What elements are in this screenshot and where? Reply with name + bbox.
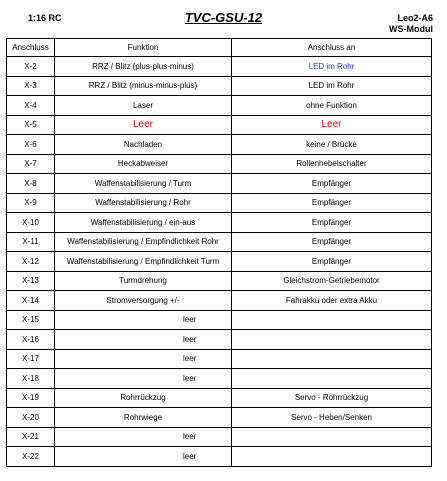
table-row — [7, 232, 432, 252]
cell-anschluss-an: keine / Brücke — [232, 135, 432, 155]
cell-anschluss-an — [232, 427, 432, 447]
cell-anschluss: X-16 — [7, 330, 55, 350]
scale-label: 1:16 RC — [28, 13, 62, 23]
cell-funktion: Turmdrehung — [55, 271, 232, 291]
column-header-anschluss: Anschluss — [7, 39, 55, 57]
cell-anschluss: X-13 — [7, 271, 55, 291]
cell-anschluss-an: Leer — [232, 115, 432, 135]
table-row — [7, 76, 432, 96]
cell-anschluss-an — [232, 447, 432, 467]
cell-funktion: Heckabweiser — [55, 154, 232, 174]
table-row — [7, 96, 432, 116]
cell-anschluss: X-5 — [7, 115, 55, 135]
cell-anschluss: X-20 — [7, 408, 55, 428]
table-row — [7, 369, 432, 389]
cell-funktion: Waffenstabilisierung / Rohr — [55, 193, 232, 213]
connection-table — [6, 38, 432, 467]
table-row — [7, 57, 432, 77]
cell-anschluss: X-7 — [7, 154, 55, 174]
column-header-funktion: Funktion — [55, 39, 232, 57]
table-row — [7, 388, 432, 408]
cell-anschluss: X-18 — [7, 369, 55, 389]
cell-funktion: leer — [55, 349, 232, 369]
cell-anschluss: X-6 — [7, 135, 55, 155]
table-header-row — [7, 39, 432, 57]
cell-funktion: RRZ / Blitz (minus-minus-plus) — [55, 76, 232, 96]
cell-anschluss-an — [232, 369, 432, 389]
cell-anschluss-an — [232, 349, 432, 369]
cell-funktion: Rohrwiege — [55, 408, 232, 428]
cell-funktion: Waffenstabilisierung / Empfindlichkeit Rohr — [55, 232, 232, 252]
cell-anschluss-an: Servo - Heben/Senken — [232, 408, 432, 428]
cell-funktion: Waffenstabilisierung / Turm — [55, 174, 232, 194]
cell-anschluss-an: Empfänger — [232, 193, 432, 213]
cell-funktion: Waffenstabilisierung / Empfindlichkeit Turm — [55, 252, 232, 272]
cell-funktion: leer — [55, 447, 232, 467]
table-row — [7, 330, 432, 350]
cell-anschluss: X-12 — [7, 252, 55, 272]
cell-anschluss: X-15 — [7, 310, 55, 330]
cell-funktion: RRZ / Blitz (plus-plus-minus) — [55, 57, 232, 77]
table-row — [7, 427, 432, 447]
cell-funktion: leer — [55, 310, 232, 330]
table-row — [7, 447, 432, 467]
cell-anschluss-an: Servo - Rohrrückzug — [232, 388, 432, 408]
table-row — [7, 310, 432, 330]
cell-anschluss: X-17 — [7, 349, 55, 369]
cell-funktion: Waffenstabilisierung / ein-aus — [55, 213, 232, 233]
cell-anschluss: X-11 — [7, 232, 55, 252]
document-title: TVC-GSU-12 — [184, 10, 263, 25]
column-header-anschluss-an: Anschluss an — [232, 39, 432, 57]
table-row — [7, 213, 432, 233]
cell-funktion: Leer — [55, 115, 232, 135]
cell-anschluss-an: Empfänger — [232, 232, 432, 252]
model-label: Leo2-A6 — [397, 13, 433, 23]
cell-funktion: Nachladen — [55, 135, 232, 155]
cell-anschluss-an: Empfänger — [232, 213, 432, 233]
cell-anschluss: X-2 — [7, 57, 55, 77]
table-row — [7, 115, 432, 135]
cell-anschluss: X-10 — [7, 213, 55, 233]
cell-anschluss-an: Rollenhebelschalter — [232, 154, 432, 174]
cell-anschluss: X-19 — [7, 388, 55, 408]
cell-anschluss-an: Empfänger — [232, 174, 432, 194]
cell-anschluss-an: Empfänger — [232, 252, 432, 272]
cell-anschluss-an: Fahrakku oder extra Akku — [232, 291, 432, 311]
table-row — [7, 291, 432, 311]
cell-anschluss: X-8 — [7, 174, 55, 194]
table-row — [7, 349, 432, 369]
cell-anschluss-an — [232, 330, 432, 350]
cell-funktion: leer — [55, 427, 232, 447]
cell-funktion: Stromversorgung +/- — [55, 291, 232, 311]
cell-anschluss: X-21 — [7, 427, 55, 447]
cell-anschluss-an: ohne Funktion — [232, 96, 432, 116]
cell-anschluss: X-4 — [7, 96, 55, 116]
cell-anschluss: X-3 — [7, 76, 55, 96]
cell-anschluss: X-22 — [7, 447, 55, 467]
cell-anschluss: X-14 — [7, 291, 55, 311]
cell-funktion: leer — [55, 369, 232, 389]
table-row — [7, 174, 432, 194]
cell-funktion: leer — [55, 330, 232, 350]
cell-anschluss: X-9 — [7, 193, 55, 213]
cell-anschluss-an: Gleichstrom-Getriebemotor — [232, 271, 432, 291]
table-row — [7, 154, 432, 174]
cell-anschluss-an: LED im Rohr — [232, 57, 432, 77]
cell-funktion: Rohrrückzug — [55, 388, 232, 408]
cell-anschluss-an: LED im Rohr — [232, 76, 432, 96]
cell-anschluss-an — [232, 310, 432, 330]
table-row — [7, 271, 432, 291]
cell-funktion: Laser — [55, 96, 232, 116]
table-row — [7, 408, 432, 428]
model-info — [389, 13, 433, 35]
table-row — [7, 252, 432, 272]
table-row — [7, 193, 432, 213]
table-row — [7, 135, 432, 155]
module-label: WS-Modul — [389, 24, 433, 34]
